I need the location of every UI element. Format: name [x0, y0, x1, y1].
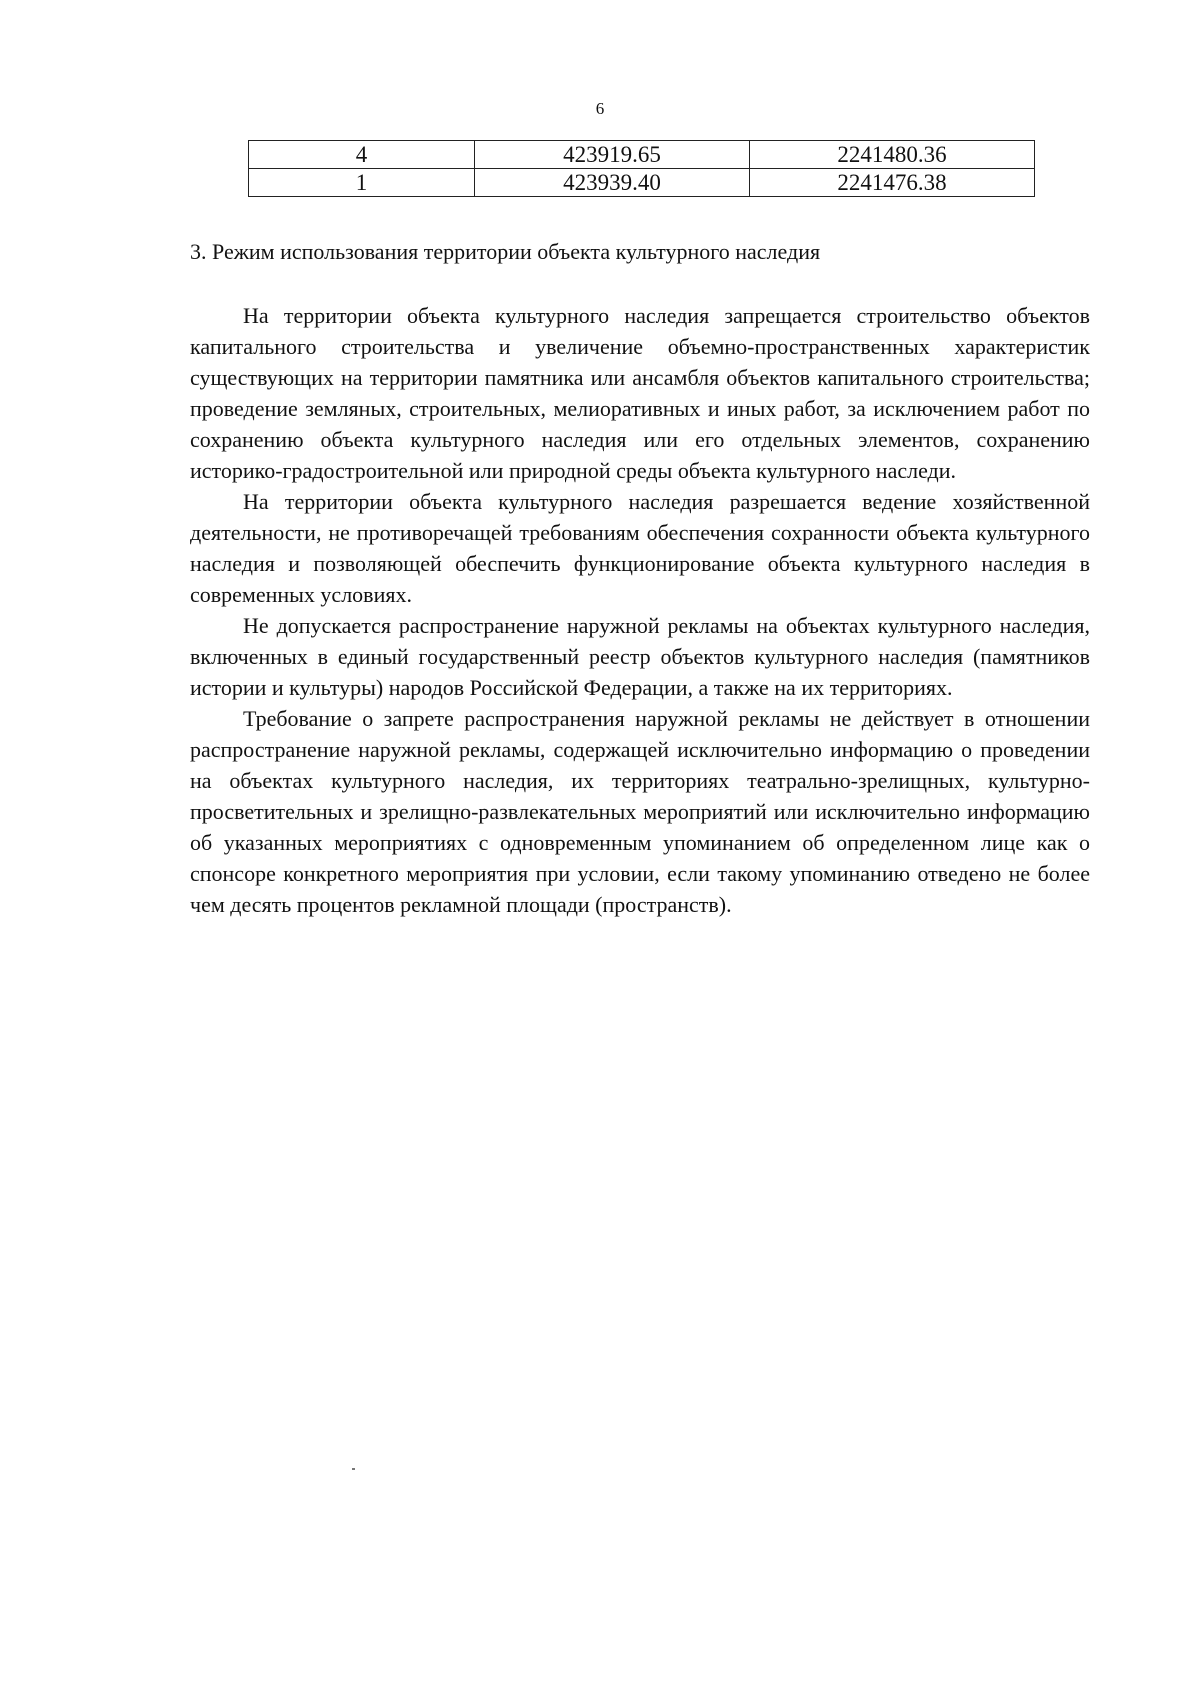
page-number: 6	[595, 99, 605, 118]
table-row	[249, 169, 1035, 197]
section-heading: 3. Режим использования территории объекта культурного наследия	[190, 239, 821, 264]
table-cell-x-coordinate: 423939.40	[475, 169, 750, 197]
table-row	[249, 141, 1035, 169]
paragraph: На территории объекта культурного наследия разрешается ведение хозяйственной деятельности, не противоречащей требованиям обеспечения сохранности объекта культурного наследия и позволяющей обеспечить функционирование объекта культурного наследия в современных условиях.	[190, 489, 1090, 607]
table-cell-y-coordinate: 2241480.36	[750, 141, 1035, 169]
paragraph: Не допускается распространение наружной рекламы на объектах культурного наследия, включенных в единый государственный реестр объектов культурного наследия (памятников истории и культуры) народов Российской Федерации, а также на их территориях.	[190, 613, 1090, 700]
table-cell-point-number: 1	[249, 169, 475, 197]
coordinates-table	[248, 140, 1035, 197]
scan-speck	[352, 1468, 355, 1470]
section-body	[190, 300, 1090, 920]
table-cell-y-coordinate: 2241476.38	[750, 169, 1035, 197]
paragraph: На территории объекта культурного наследия запрещается строительство объектов капитального строительства и увеличение объемно-пространственных характеристик существующих на территории памятника или ансамбля объектов капитального строительства; проведение земляных, строительных, мелиоративных и иных работ, за исключением работ по сохранению объекта культурного наследия или его отдельных элементов, сохранению историко-градостроительной или природной среды объекта культурного наследи.	[190, 303, 1090, 483]
table-cell-x-coordinate: 423919.65	[475, 141, 750, 169]
paragraph: Требование о запрете распространения наружной рекламы не действует в отношении распространение наружной рекламы, содержащей исключительно информацию о проведении на объектах культурного наследия, их территориях театрально-зрелищных, культурно-просветительных и зрелищно-развлекательных мероприятий или исключительно информацию об указанных мероприятиях с одновременным упоминанием об определенном лице как о спонсоре конкретного мероприятия при условии, если такому упоминанию отведено не более чем десять процентов рекламной площади (пространств).	[190, 706, 1090, 917]
table-cell-point-number: 4	[249, 141, 475, 169]
